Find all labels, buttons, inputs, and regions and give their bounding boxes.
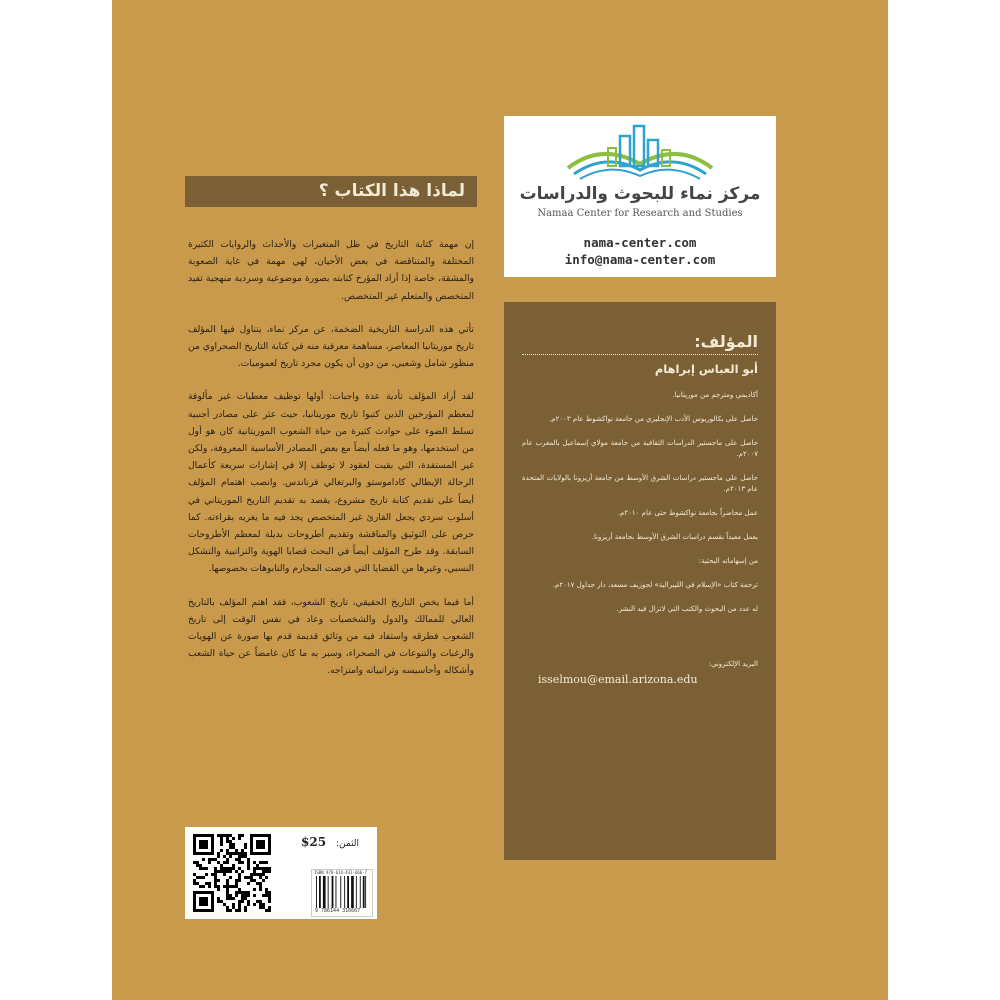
qr-code-icon[interactable]	[193, 834, 271, 912]
author-bio-line: يعمل معيداً بقسم دراسات الشرق الأوسط بجامعة أريزونا.	[591, 533, 758, 541]
book-description	[188, 236, 474, 696]
author-email[interactable]: isselmou@email.arizona.edu	[538, 673, 698, 686]
author-bio	[522, 390, 758, 628]
author-email-label: البريد الإلكتروني:	[708, 660, 758, 668]
book-question-heading: لماذا هذا الكتاب ؟	[318, 181, 465, 201]
isbn-barcode	[311, 869, 373, 917]
publisher-logo-box	[504, 116, 776, 277]
author-bio-line: عمل محاضراً بجامعة نواكشوط حتى عام ٢٠١٠م.	[617, 509, 758, 517]
description-paragraph: تأتي هذه الدراسة التاريخية الضخمة، عن مركز نماء، يتناول فيها المؤلف تاريخ موريتانيا المعاصر، مساهمة معرفية منه في كتابة التاريخ الصحراوي من منظور شامل وشعبي، من دون أن يكون مجرد تاريخ لعموميات.	[188, 323, 474, 370]
publisher-email[interactable]: info@nama-center.com	[564, 252, 716, 267]
author-divider	[522, 354, 758, 355]
description-paragraph: أما فيما يخص التاريخ الحقيقي، تاريخ الشعوب، فقد اهتم المؤلف بالتاريخ العالي للممالك والدول والشخصيات وعاد في نفس الوقت إلى تاريخ الشعوب فطرقه واستفاد فيه من وثائق قديمة قدم بها صورة عن الهويات والرغبات والتنوعات في الصحراء، وسبر به ما كان غامضاً عن حياة الشعب وأشكاله وأحاسيسه وتراتبياته وامتزاجه.	[188, 596, 474, 677]
description-paragraph: لقد أراد المؤلف تأدية عدة واجبات: أولها توظيف معطيات غير مألوفة لمعظم المؤرخين الذين كتبوا تاريخ موريتانيا، حيث عثر على مصادر أجنبية تسلط الضوء على حوادث كثيرة من حياة الشعوب الموريتانية كان هو أول من استخدمها، وهو ما فعله أيضاً مع بعض المصادر الأساسية المعروفة، ولكن غير المستفدة، التي بقيت لعقود لا توظف إلا في إشارات سريعة كأعمال الرحالة الإيطالي كاداموستو والبرتغالي فرناندس. وانصب اهتمام المؤلف أيضاً على تقديم كتابة تاريخ مشروع، يقصد به تقديم التاريخ الموريتاني في أسلوب سردي يجعل القارئ غير المتخصص يجد فيه ما يغريه بقراءته. كما حرص على التوثيق والمناقشة وتقديم أطروحات بديلة لمعظم الأطروحات السابقة. وقد طرح المؤلف أيضاً في البحث قضايا الهوية والتراتبية والتشكل النسبي، وغيرها من القضايا التي فرضت المحارم والتابوهات بخصوصها.	[188, 391, 474, 575]
publisher-logo-icon	[562, 124, 718, 182]
publisher-name-arabic: مركز نماء للبحوث والدراسات	[519, 184, 761, 204]
description-paragraph: إن مهمة كتابة التاريخ في ظل المتغيرات والأحداث والروايات الكثيرة المختلفة والمتناقضة في بعض الأحيان، لهي مهمة في غاية الصعوبة والمشقة، خاصة إذا أراد المؤرخ كتابته بصورة موضوعية وسردية منهجية تفيد المتخصص والمتعلم غير المتخصص.	[188, 239, 474, 302]
author-bio-line: حاصل على ماجستير دراسات الشرق الأوسط من جامعة أريزونا بالولايات المتحدة عام ٢٠١٣م.	[522, 474, 758, 493]
heading-bar	[185, 176, 477, 207]
author-bio-line: ترجمة كتاب «الإسلام في الليبرالية» لجوزيف مسعد، دار جداول ٢٠١٧م.	[552, 581, 758, 589]
publisher-website[interactable]: nama-center.com	[583, 235, 697, 250]
price-value: $25	[301, 835, 327, 849]
barcode-icon	[315, 876, 369, 908]
author-bio-line: له عدد من البحوث والكتب التي لاتزال قيد النشر.	[616, 605, 758, 613]
isbn-digits: 9 786144 316667	[315, 908, 361, 914]
author-bio-line: من إسهاماته البحثية:	[698, 557, 758, 565]
author-bio-line: حاصل على بكالوريوس الأدب الإنجليزي من جامعة نواكشوط عام ٢٠٠٣م.	[549, 415, 758, 423]
isbn-label: ISBN 978-614-431-666-7	[314, 870, 367, 875]
price-barcode-box	[185, 827, 377, 919]
author-name: أبو العباس إبراهام	[654, 362, 758, 376]
author-heading: المؤلف:	[694, 332, 758, 351]
author-bio-line: أكاديمي ومترجم من موريتانيا.	[672, 391, 758, 399]
author-panel	[504, 302, 776, 860]
author-bio-line: حاصل على ماجستير الدراسات الثقافية من جامعة مولاي إسماعيل بالمغرب عام ٢٠٠٧م.	[522, 439, 758, 458]
price-label: الثمن:	[336, 839, 360, 849]
publisher-name-english: Namaa Center for Research and Studies	[537, 208, 743, 219]
